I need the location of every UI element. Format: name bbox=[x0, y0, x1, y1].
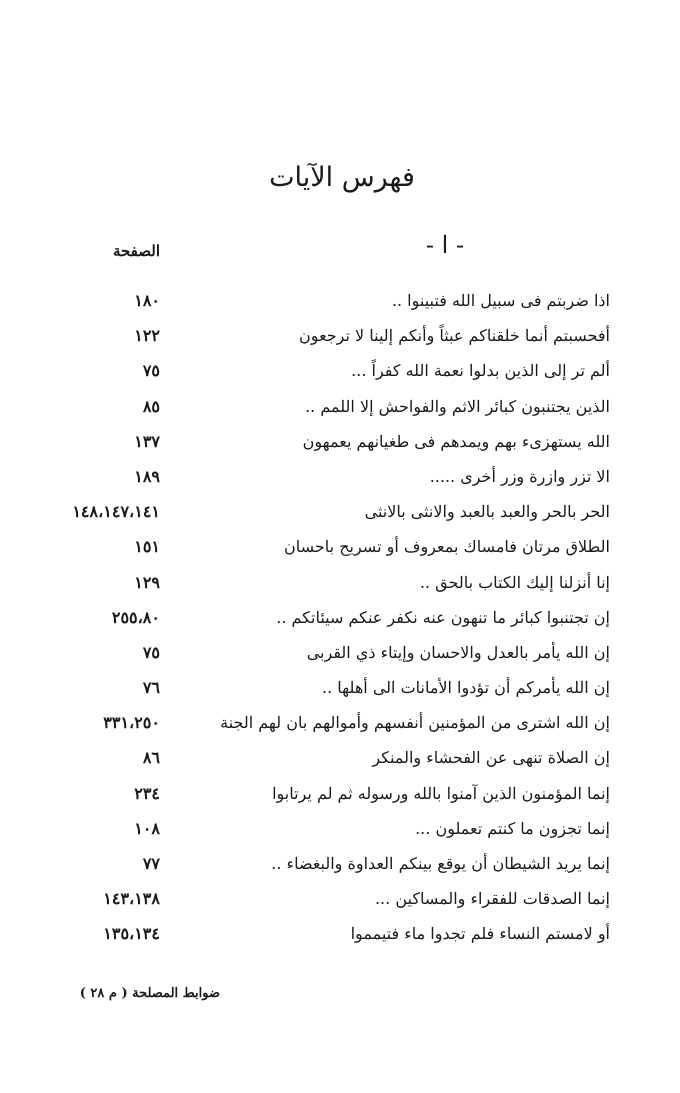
page-reference: ١٣٥،١٣٤ bbox=[103, 924, 160, 944]
verse-text: الحر بالحر والعبد بالعبد والانثى بالانثى bbox=[364, 502, 610, 522]
verse-text: إن تجتنبوا كبائر ما تنهون عنه نكفر عنكم سيئاتكم .. bbox=[276, 607, 610, 627]
index-entry bbox=[40, 637, 610, 672]
verse-text: أو لامستم النساء فلم تجدوا ماء فتيمموا bbox=[350, 924, 610, 944]
page-reference: ١٤٨،١٤٧،١٤١ bbox=[72, 502, 160, 522]
verse-text: ألم تر إلى الذين بدلوا نعمة الله كفراً ... bbox=[351, 361, 610, 381]
page-reference: ١٥١ bbox=[134, 537, 160, 557]
verse-text: الذين يجتنبون كبائر الاثم والفواحش إلا اللمم .. bbox=[305, 396, 610, 416]
index-entry bbox=[40, 355, 610, 390]
page-reference: ١٠٨ bbox=[134, 818, 160, 838]
verse-text: الله يستهزىء بهم ويمدهم فى طغيانهم يعمهون bbox=[302, 431, 610, 451]
verse-text: الا تزر وازرة وزر أخرى ..... bbox=[429, 466, 610, 486]
page-reference: ٧٥ bbox=[142, 642, 160, 662]
verse-text: إنما تجزون ما كنتم تعملون ... bbox=[415, 818, 610, 838]
page-title: فهرس الآيات bbox=[269, 162, 415, 193]
verse-text: إن الله يأمركم أن تؤدوا الأمانات الى أهلها .. bbox=[322, 678, 610, 698]
index-entry bbox=[40, 496, 610, 531]
index-entry bbox=[40, 883, 610, 918]
index-entry bbox=[40, 918, 610, 953]
index-entry bbox=[40, 461, 610, 496]
verse-text: إن الصلاة تنهى عن الفحشاء والمنكر bbox=[372, 748, 610, 768]
page-reference: ٢٣٤ bbox=[134, 783, 160, 803]
index-entry bbox=[40, 426, 610, 461]
page-reference: ٧٧ bbox=[142, 854, 160, 873]
verse-text: إنما المؤمنون الذين آمنوا بالله ورسوله ثم لم يرتابوا bbox=[272, 783, 610, 803]
index-entry bbox=[40, 602, 610, 637]
verse-text: إن الله يأمر بالعدل والاحسان وإيتاء ذي القربى bbox=[306, 642, 610, 662]
page-reference: ٣٣١،٢٥٠ bbox=[103, 713, 160, 733]
section-letter-heading: - ا - bbox=[425, 231, 465, 259]
index-entry bbox=[40, 285, 610, 320]
index-entry bbox=[40, 320, 610, 355]
verse-index-list bbox=[40, 285, 610, 954]
index-entry bbox=[40, 531, 610, 566]
verse-text: اذا ضربتم فى سبيل الله فتبينوا .. bbox=[391, 291, 610, 310]
verse-text: إنا أنزلنا إليك الكتاب بالحق .. bbox=[419, 572, 610, 592]
page-reference: ٧٦ bbox=[142, 678, 160, 698]
page-reference: ٨٥ bbox=[142, 396, 160, 416]
page-reference: ١٨٠ bbox=[134, 291, 160, 310]
page-reference: ١٨٩ bbox=[134, 466, 160, 486]
index-entry bbox=[40, 778, 610, 813]
verse-text: إنما الصدقات للفقراء والمساكين ... bbox=[374, 889, 610, 909]
index-entry bbox=[40, 742, 610, 777]
page-reference: ٧٥ bbox=[142, 361, 160, 381]
page-reference: ١٢٢ bbox=[134, 326, 160, 346]
verse-text: إن الله اشترى من المؤمنين أنفسهم وأموالهم بان لهم الجنة bbox=[220, 713, 610, 733]
index-entry bbox=[40, 391, 610, 426]
verse-text: أفحسبتم أنما خلقناكم عبثاً وأنكم إلينا لا ترجعون bbox=[299, 326, 610, 346]
page-column-header: الصفحة bbox=[112, 242, 160, 260]
page-reference: ١٤٣،١٣٨ bbox=[103, 889, 160, 909]
page-footer: ضوابط المصلحة ( م ٢٨ ) bbox=[79, 986, 220, 1001]
page-reference: ١٢٩ bbox=[134, 572, 160, 592]
page-reference: ١٣٧ bbox=[134, 431, 160, 451]
index-entry bbox=[40, 848, 610, 883]
index-entry bbox=[40, 672, 610, 707]
page-reference: ٨٦ bbox=[142, 748, 160, 768]
page-reference: ٢٥٥،٨٠ bbox=[111, 607, 160, 627]
verse-text: الطلاق مرتان فامساك بمعروف أو تسريح باحسان bbox=[283, 537, 610, 557]
index-entry bbox=[40, 707, 610, 742]
index-entry bbox=[40, 567, 610, 602]
index-entry bbox=[40, 813, 610, 848]
verse-text: إنما يريد الشيطان أن يوقع بينكم العداوة والبغضاء .. bbox=[271, 854, 610, 873]
